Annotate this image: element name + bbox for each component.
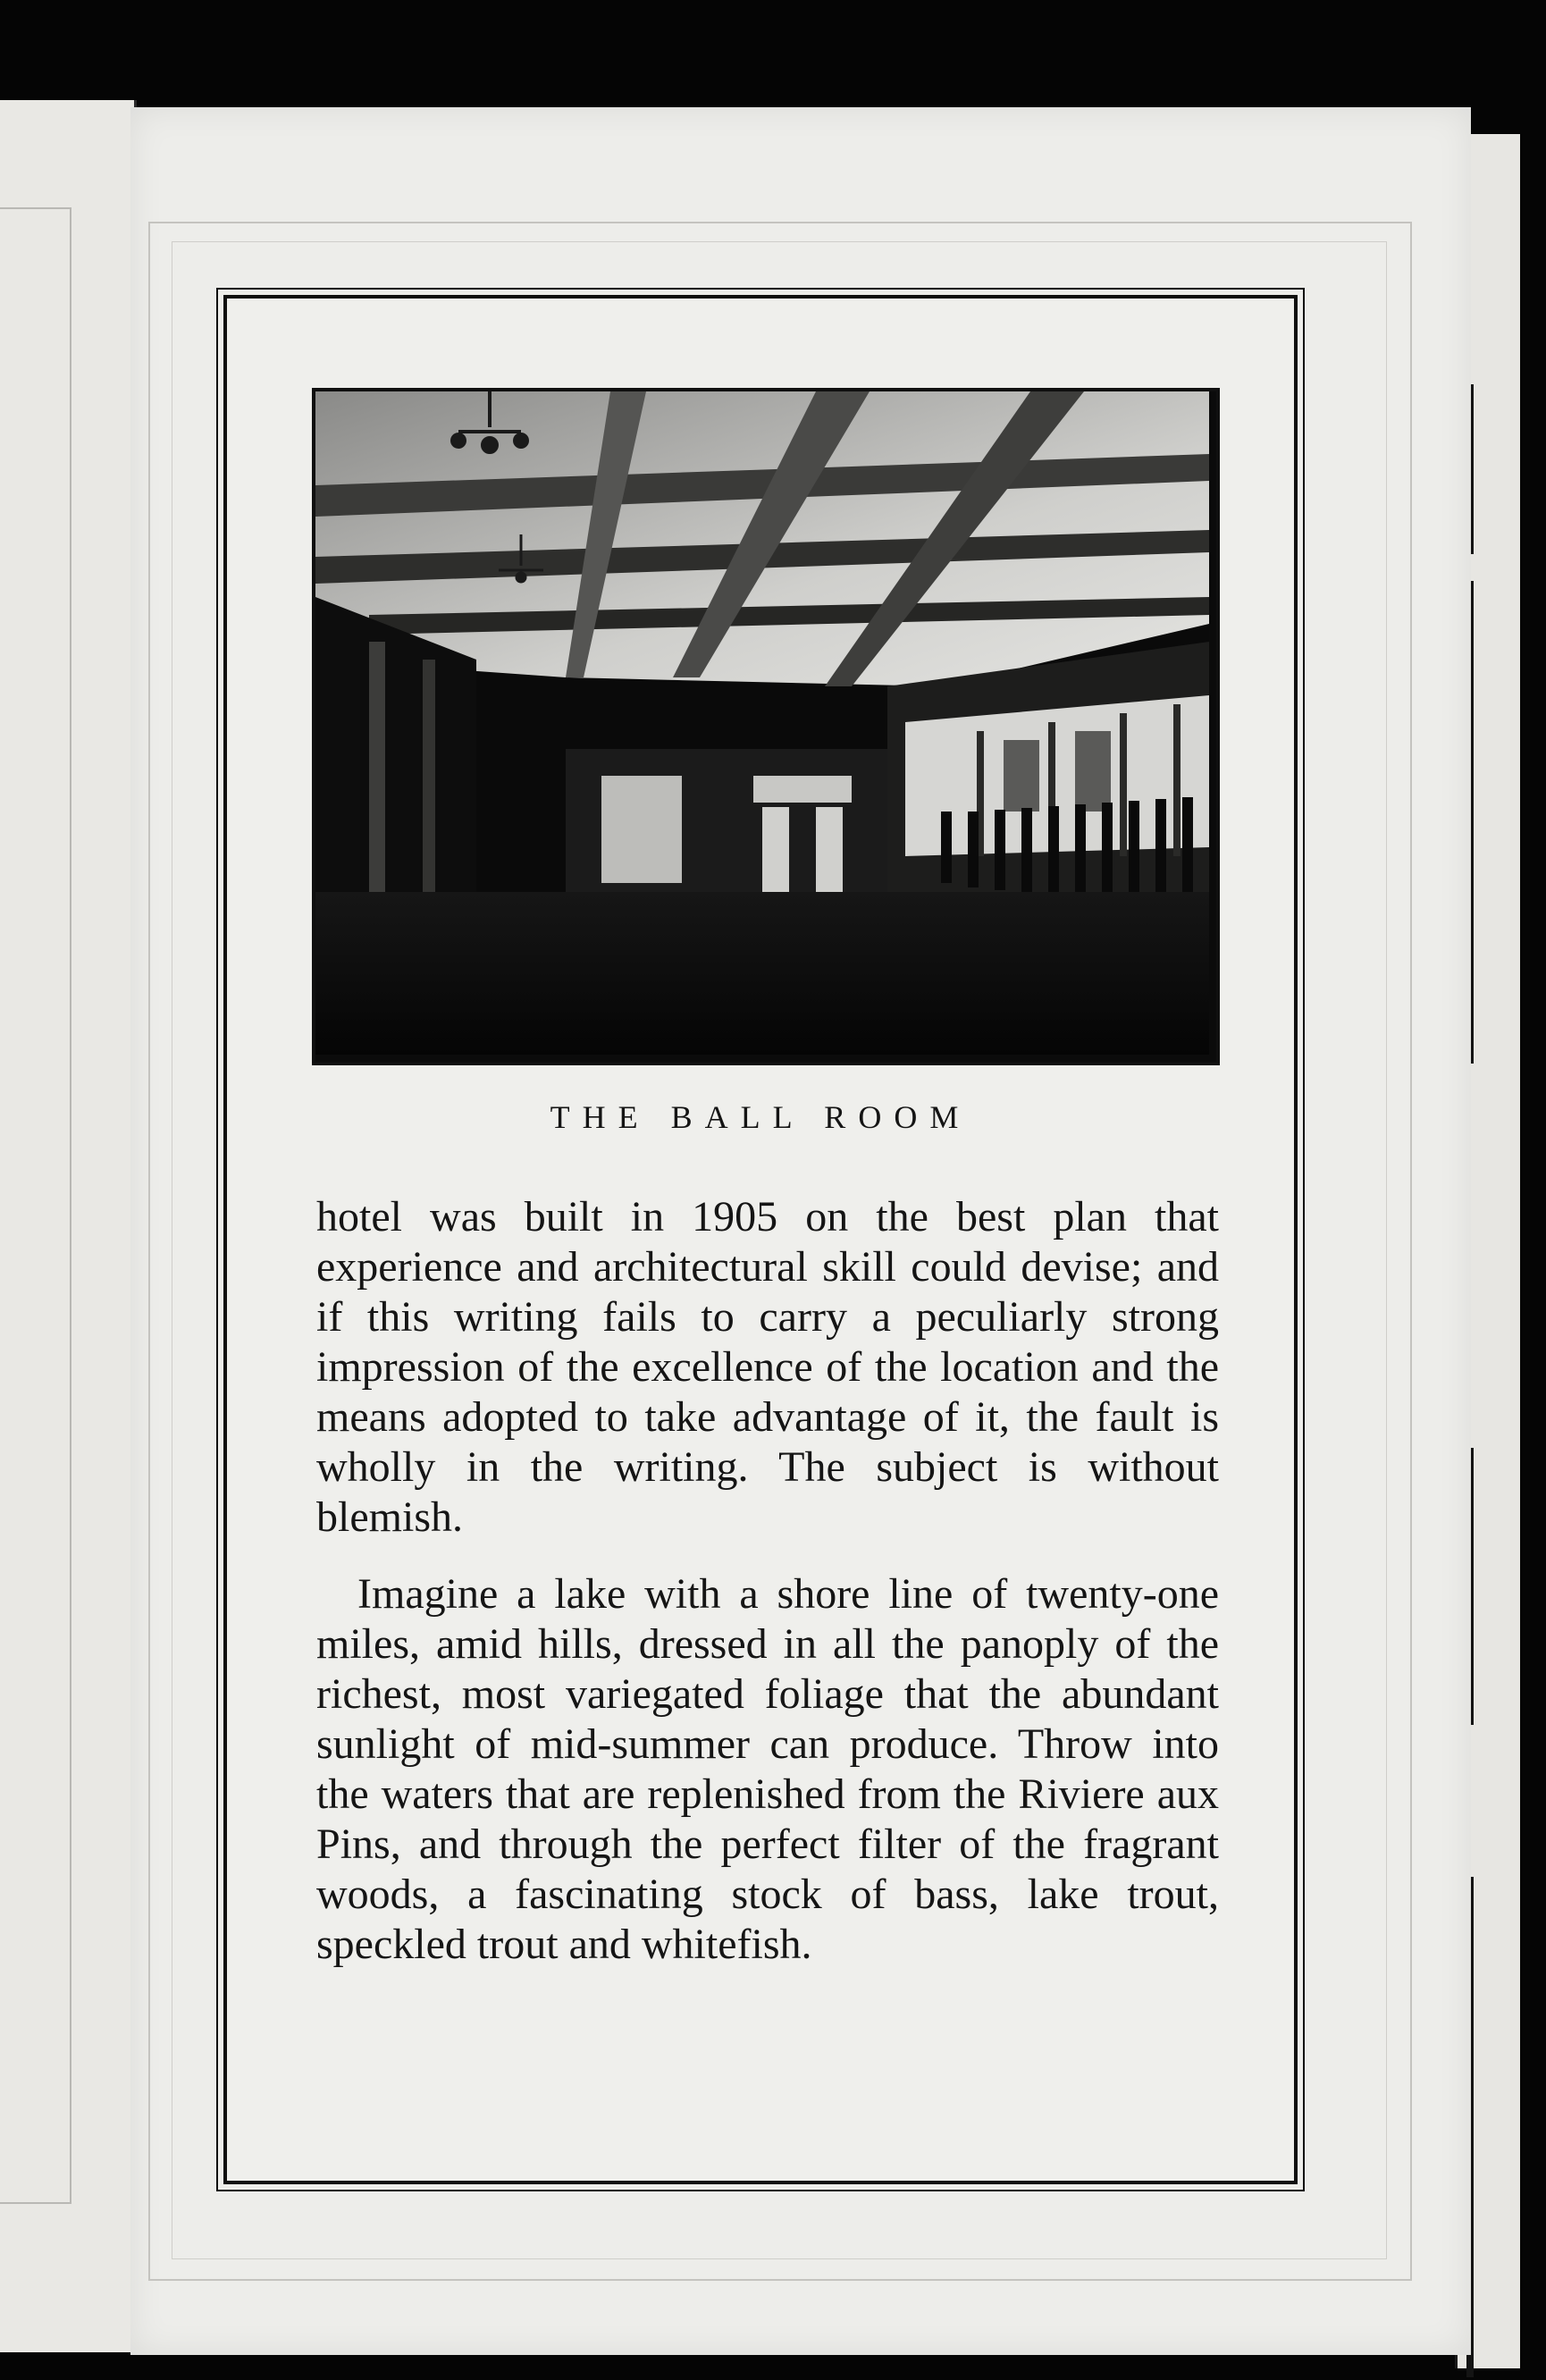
content-box: [223, 295, 1298, 2184]
article-body: [316, 1192, 1219, 1997]
paragraph: hotel was built in 1905 on the best plan that experience and architectural skill could devise; and if this writing fails to carry a peculiarly strong impression of the excellence of the location and the means adopted to take advantage of it, the fault is wholly in the writing. The subject is without blemish.: [316, 1193, 1219, 1541]
photo-caption: THE BALL ROOM: [550, 1099, 971, 1135]
facing-page-rule: [0, 207, 71, 2204]
paragraph: Imagine a lake with a shore line of twenty-one miles, amid hills, dressed in all the panoply of the richest, most variegated foliage that the abundant sunlight of mid-summer can produce. Throw into the waters that are replenished from the Riviere aux Pins, and through the perfect filter of the fragrant woods, a fascinating stock of bass, lake trout, speckled trout and whitefish.: [316, 1570, 1219, 1968]
ballroom-photo: [312, 388, 1220, 1065]
facing-page: [0, 100, 137, 2352]
page: [130, 107, 1471, 2355]
